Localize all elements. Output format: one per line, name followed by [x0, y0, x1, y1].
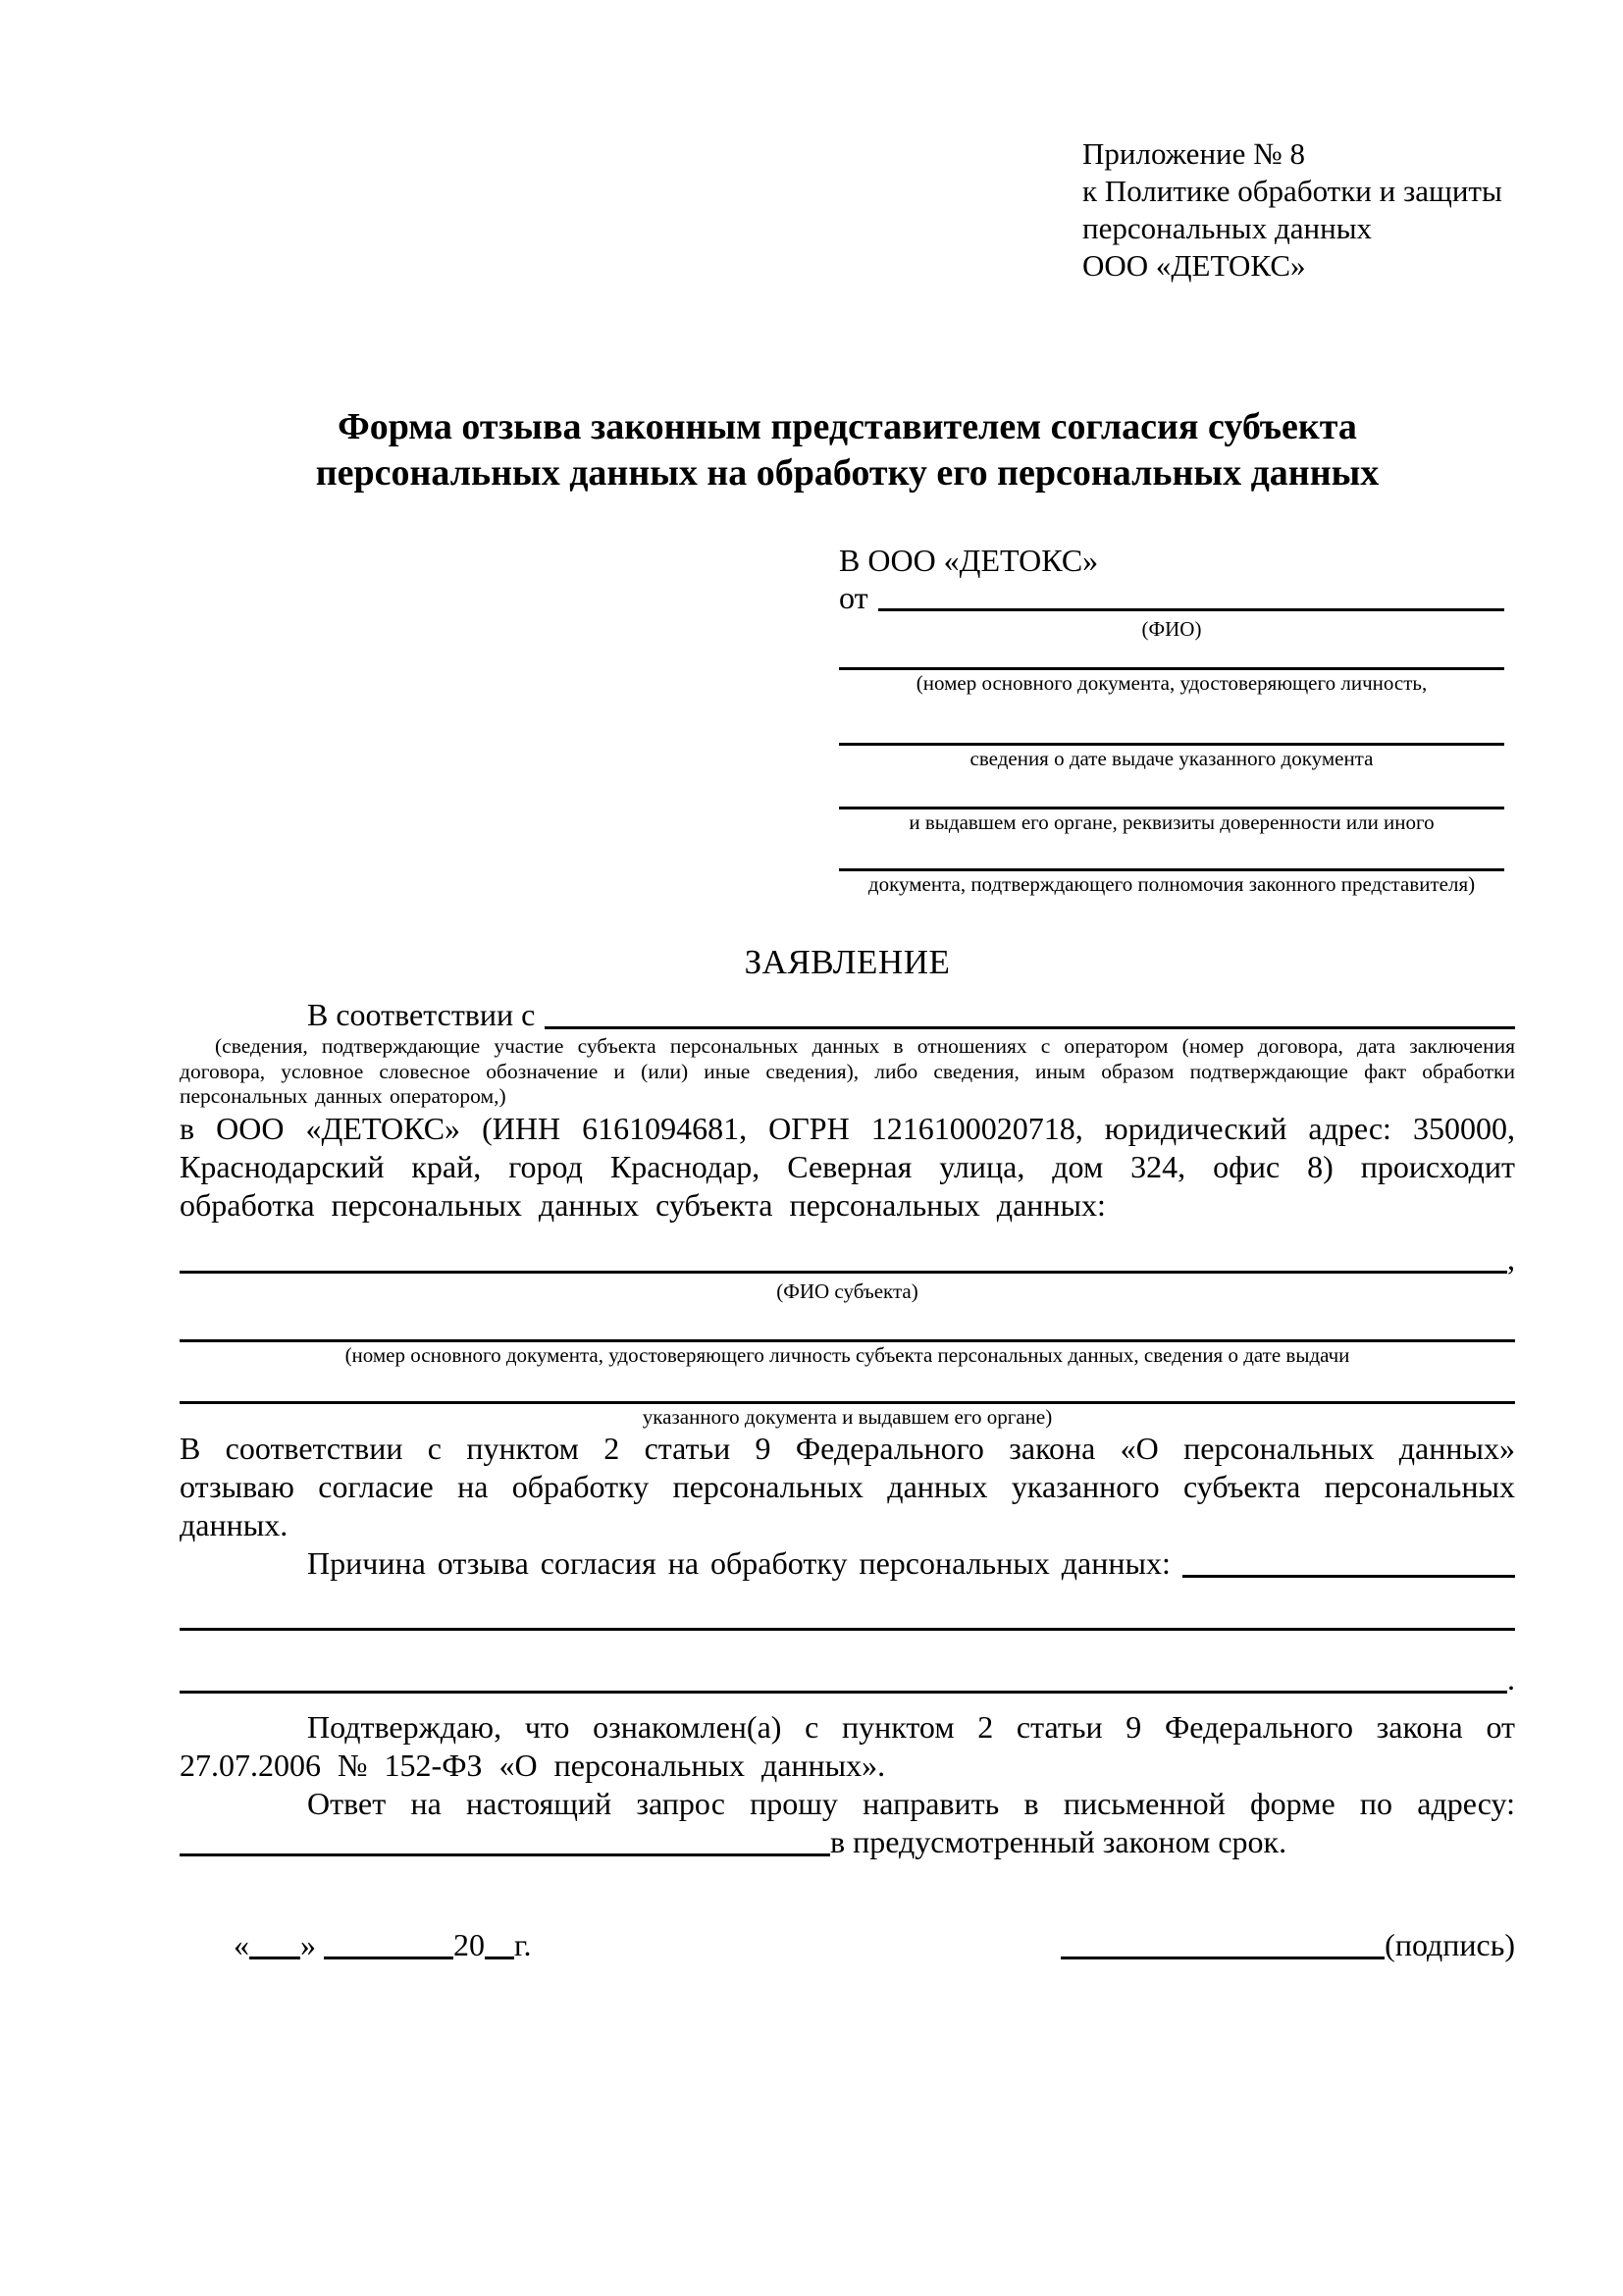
reply-address-blank-line [180, 1853, 830, 1856]
appendix-line: к Политике обработки и защиты [1082, 174, 1502, 208]
accordance-note: (сведения, подтверждающие участие субъекта персональных данных в отношениях с оператором (номер договора, дата заключения договора, условное словесное обозначение и (или) иные сведения), либо сведения, иным образом подтверждающие факт обработки персональных данных оператором,) [180, 1034, 1515, 1108]
signature-field [1061, 1926, 1515, 1964]
date-month-blank-line [324, 1957, 453, 1959]
from-field [839, 579, 1504, 616]
subject-doc-blank-line [180, 1368, 1515, 1404]
year-suffix: г. [514, 1926, 532, 1962]
reason-line [180, 1544, 1515, 1583]
field-caption: сведения о дате выдаче указанного документа [969, 747, 1374, 770]
reply-tail-text: в предусмотренный законом срок. [830, 1823, 1287, 1859]
withdrawal-paragraph: В соответствии с пунктом 2 статьи 9 Федерального закона «О персональных данных» отзываю согласие на обработку персональных данных указанного субъекта персональных данных. [180, 1430, 1515, 1542]
representative-doc-blank-line [839, 696, 1504, 746]
open-quote: « [234, 1926, 249, 1962]
field-caption: и выдавшем его органе, реквизиты доверенности или иного [909, 810, 1435, 834]
subject-doc-caption: (номер основного документа, удостоверяющего личность субъекта персональных данных, сведения о дате выдачи [344, 1342, 1350, 1367]
accordance-line [180, 996, 1515, 1034]
signature-caption: (подпись) [1385, 1926, 1515, 1962]
year-prefix: 20 [453, 1926, 485, 1962]
subject-doc-caption: указанного документа и выдавшем его органе) [642, 1404, 1053, 1429]
date-day-blank-line [249, 1957, 300, 1959]
statement-heading: ЗАЯВЛЕНИЕ [744, 943, 951, 981]
addressee-block [839, 542, 1504, 897]
reply-address-field [180, 1823, 1515, 1861]
signature-footer [180, 1926, 1515, 1964]
field-caption: документа, подтверждающего полномочия законного представителя) [867, 872, 1476, 896]
reason-blank-line [180, 1628, 1515, 1631]
representative-doc-blank-line [839, 642, 1504, 670]
confirmation-paragraph: Подтверждаю, что ознакомлен(а) с пунктом 2 статьи 9 Федерального закона от 27.07.2006 № 152-ФЗ «О персональных данных». [180, 1708, 1515, 1783]
appendix-line: Приложение № 8 [1082, 136, 1305, 171]
subject-fio-caption: (ФИО субъекта) [776, 1278, 918, 1303]
reason-label: Причина отзыва согласия на обработку персональных данных: [307, 1544, 1171, 1581]
subject-line-comma: , [1507, 1240, 1515, 1277]
form-title: Форма отзыва законным представителем согласия субъекта персональных данных на обработку его персональных данных [315, 406, 1380, 494]
accordance-blank-line [545, 1026, 1515, 1029]
subject-doc-blank-line [180, 1304, 1515, 1342]
reason-blank-field [180, 1660, 1515, 1698]
signature-blank-line [1061, 1957, 1385, 1959]
accordance-label: В соответствии с [307, 997, 536, 1032]
date-year-blank-line [485, 1957, 514, 1959]
reason-blank-line [1182, 1575, 1515, 1578]
appendix-header [1082, 135, 1515, 285]
date-field [234, 1926, 532, 1964]
reason-blank-line [180, 1691, 1507, 1694]
field-caption: (номер основного документа, удостоверяющего личность, [916, 671, 1428, 695]
subject-fio-blank-line [180, 1271, 1507, 1274]
close-quote: » [300, 1926, 316, 1962]
blank-line-period: . [1507, 1660, 1515, 1696]
from-label: от [839, 580, 868, 615]
appendix-line: персональных данных [1082, 211, 1373, 245]
appendix-line: ООО «ДЕТОКС» [1082, 248, 1306, 283]
representative-doc-blank-line [839, 771, 1504, 809]
from-blank-line [878, 608, 1504, 611]
fio-caption: (ФИО) [1141, 617, 1202, 641]
addressee-organization: В ООО «ДЕТОКС» [839, 543, 1099, 578]
representative-doc-blank-line [839, 835, 1504, 871]
subject-fio-field [180, 1240, 1515, 1278]
operator-paragraph: в ООО «ДЕТОКС» (ИНН 6161094681, ОГРН 1216100020718, юридический адрес: 350000, Краснодарский край, город Краснодар, Северная улица, дом 324, офис 8) происходит обработка персональных данных субъекта персональных данных: [180, 1110, 1515, 1223]
reply-paragraph: Ответ на настоящий запрос прошу направить в письменной форме по адресу: [307, 1785, 1515, 1821]
